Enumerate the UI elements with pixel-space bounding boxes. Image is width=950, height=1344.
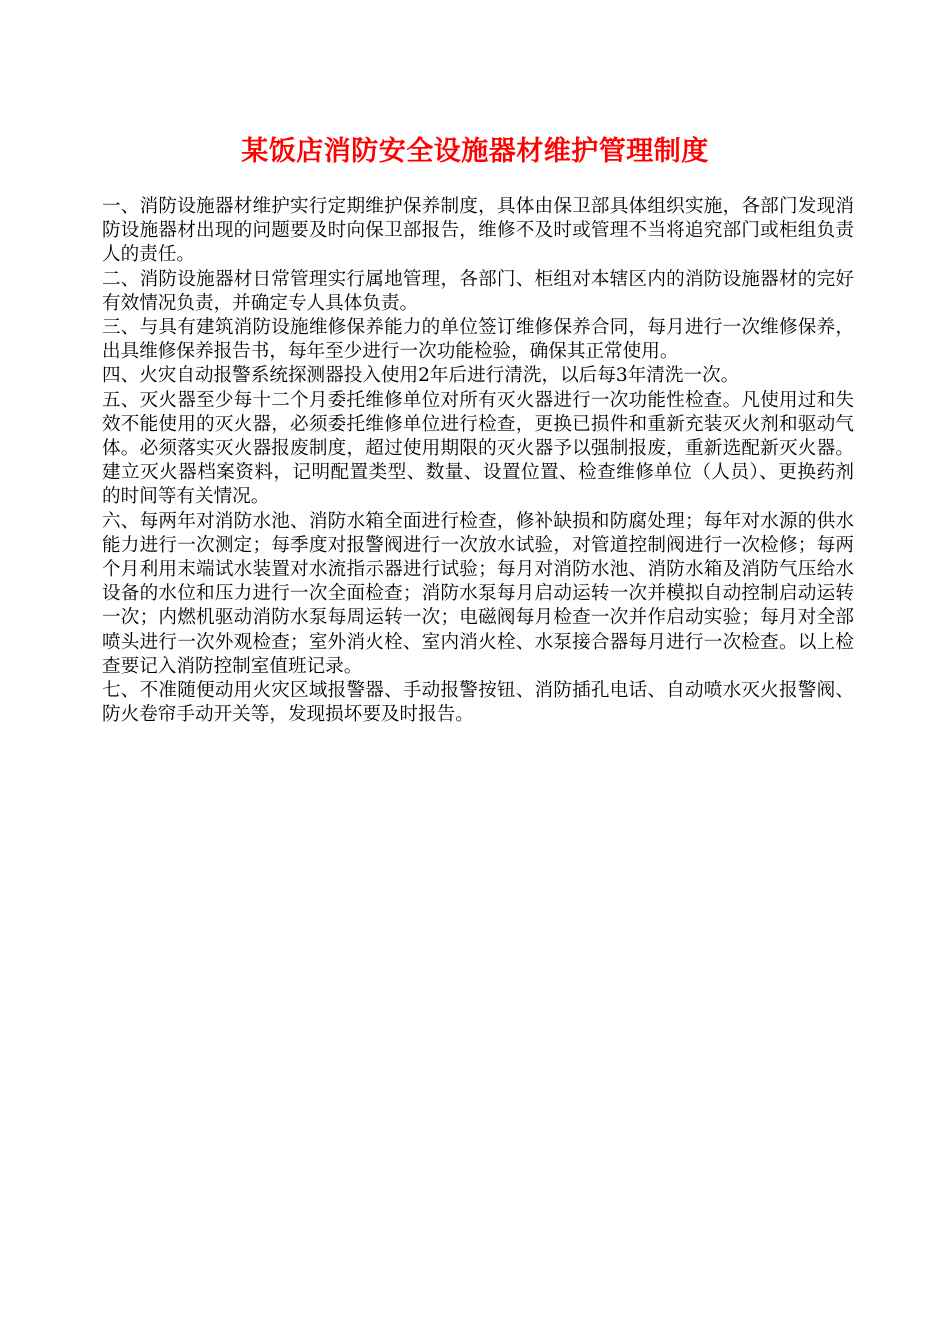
paragraph-7: 七、不准随便动用火灾区域报警器、手动报警按钮、消防插孔电话、自动喷水灭火报警阀、防火卷帘手动开关等，发现损坏要及时报告。 [102, 680, 854, 726]
paragraph-6: 六、每两年对消防水池、消防水箱全面进行检查，修补缺损和防腐处理；每年对水源的供水能力进行一次测定；每季度对报警阀进行一次放水试验，对管道控制阀进行一次检修；每两个月利用末端试水装置对水流指示器进行试验；每月对消防水池、消防水箱及消防气压给水设备的水位和压力进行一次全面检查；消防水泵每月启动运转一次并模拟自动控制启动运转一次；内燃机驱动消防水泵每周运转一次；电磁阀每月检查一次并作启动实验；每月对全部喷头进行一次外观检查；室外消火栓、室内消火栓、水泵接合器每月进行一次检查。以上检查要记入消防控制室值班记录。 [102, 510, 854, 677]
document-title: 某饭店消防安全设施器材维护管理制度 [241, 136, 709, 167]
paragraph-1: 一、消防设施器材维护实行定期维护保养制度，具体由保卫部具体组织实施，各部门发现消防设施器材出现的问题要及时向保卫部报告，维修不及时或管理不当将追究部门或柜组负责人的责任。 [102, 196, 854, 266]
paragraph-5: 五、灭火器至少每十二个月委托维修单位对所有灭火器进行一次功能性检查。凡使用过和失效不能使用的灭火器，必须委托维修单位进行检查，更换已损件和重新充装灭火剂和驱动气体。必须落实灭火器报废制度，超过使用期限的灭火器予以强制报废，重新选配新灭火器。建立灭火器档案资料，记明配置类型、数量、设置位置、检查维修单位（人员）、更换药剂的时间等有关情况。 [102, 389, 854, 508]
paragraph-4: 四、火灾自动报警系统探测器投入使用2年后进行清洗，以后每3年清洗一次。 [102, 365, 740, 387]
paragraph-2: 二、消防设施器材日常管理实行属地管理，各部门、柜组对本辖区内的消防设施器材的完好有效情况负责，并确定专人具体负责。 [102, 268, 854, 314]
paragraph-3: 三、与具有建筑消防设施维修保养能力的单位签订维修保养合同，每月进行一次维修保养，出具维修保养报告书，每年至少进行一次功能检验，确保其正常使用。 [102, 317, 854, 363]
document-body [102, 195, 854, 727]
